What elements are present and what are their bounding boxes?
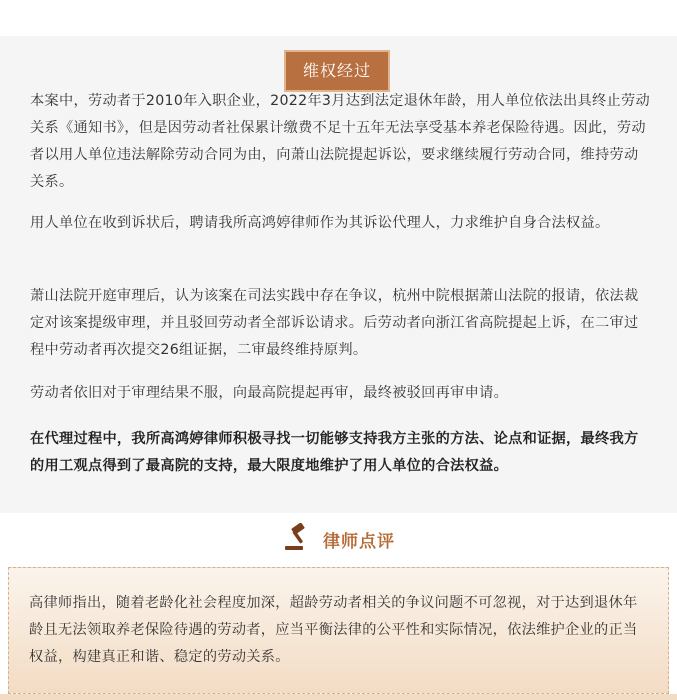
gavel-icon — [283, 523, 313, 551]
paragraph-court-proceedings: 萧山法院开庭审理后，认为该案在司法实践中存在争议，杭州中院根据萧山法院的报请，依法裁定对该案提级审理，并且驳回劳动者全部诉讼请求。后劳动者向浙江省高院提起上诉，在二审过程中劳动者再次提交26组证据，二审最终维持原判。 — [30, 288, 639, 358]
lawyer-comment-text: 高律师指出，随着老龄化社会程度加深，超龄劳动者相关的争议问题不可忽视，对于达到退休年龄且无法领取养老保险待遇的劳动者，应当平衡法律的公平性和实际情况，依法维护企业的正当权益，构建真正和谐、稳定的劳动关系。 — [29, 595, 638, 665]
lawyer-comment-box — [8, 567, 669, 694]
case-process-panel — [0, 36, 677, 513]
section-title-lawyer-comment: 律师点评 — [323, 532, 395, 552]
paragraph-employer-response: 用人单位在收到诉状后，聘请我所高鸿婷律师作为其诉讼代理人，力求维护自身合法权益。 — [30, 215, 610, 231]
paragraph-case-background: 本案中，劳动者于2010年入职企业，2022年3月达到法定退休年龄，用人单位依法出具终止劳动关系《通知书》，但是因劳动者社保累计缴费不足十五年无法享受基本养老保险待遇。因此，劳动者以用人单位违法解除劳动合同为由，向萧山法院提起诉讼，要求继续履行劳动合同，维持劳动关系。 — [30, 93, 650, 190]
section-badge-rights-protection: 维权经过 — [284, 50, 390, 92]
paragraph-conclusion: 在代理过程中，我所高鸿婷律师积极寻找一切能够支持我方主张的方法、论点和证据，最终我方的用工观点得到了最高院的支持，最大限度地维护了用人单位的合法权益。 — [30, 431, 639, 474]
paragraph-retrial: 劳动者依旧对于审理结果不服，向最高院提起再审，最终被驳回再审申请。 — [30, 385, 509, 401]
bottom-decoration — [0, 694, 677, 700]
lawyer-comment-header — [0, 517, 677, 561]
